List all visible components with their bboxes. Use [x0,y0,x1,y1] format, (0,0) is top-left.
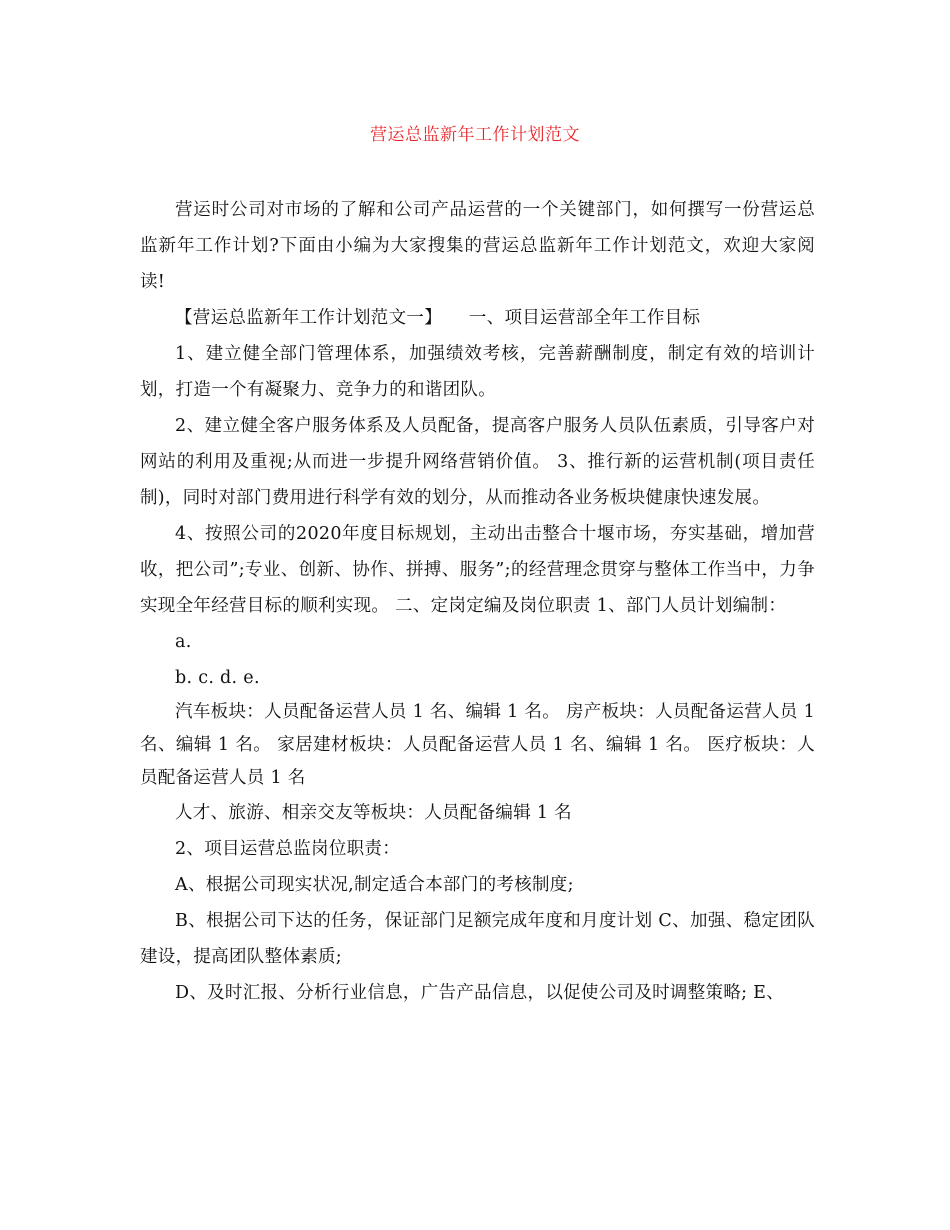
paragraph-duty-a: A、根据公司现实状况,制定适合本部门的考核制度; [175,875,574,895]
paragraph-duties-heading: 2、项目运营总监岗位职责： [175,839,401,859]
paragraph-item-2-3: 2、建立健全客户服务体系及人员配备，提高客户服务人员队伍素质，引导客户对网站的利用及重视;从而进一步提升网络营销价值。 3、推行新的运营机制(项目责任制)，同时对部门费用进行科学有效的划分，从而推动各业务板块健康快速发展。 [140,416,815,508]
paragraph-item-1: 1、建立健全部门管理体系，加强绩效考核，完善薪酬制度，制定有效的培训计划，打造一个有凝聚力、竞争力的和谐团队。 [140,344,815,400]
document-body [140,192,815,1011]
paragraph-section-heading: 【营运总监新年工作计划范文一】 一、项目运营部全年工作目标 [175,308,701,328]
paragraph-list-b-e: b. c. d. e. [175,668,260,688]
paragraph-item-4: 4、按照公司的2020年度目标规划，主动出击整合十堰市场，夯实基础，增加营收，把公司”;专业、创新、协作、拼搏、服务”;的经营理念贯穿与整体工作当中，力争实现全年经营目标的顺利实现。 二、定岗定编及岗位职责 1、部门人员计划编制： [140,524,815,616]
paragraph-staffing-other: 人才、旅游、相亲交友等板块：人员配备编辑 1 名 [175,803,572,823]
paragraph-intro: 营运时公司对市场的了解和公司产品运营的一个关键部门，如何撰写一份营运总监新年工作计划?下面由小编为大家搜集的营运总监新年工作计划范文，欢迎大家阅读! [140,200,815,292]
paragraph-staffing: 汽车板块：人员配备运营人员 1 名、编辑 1 名。 房产板块：人员配备运营人员 1 名、编辑 1 名。 家居建材板块：人员配备运营人员 1 名、编辑 1 名。 医疗板块：人员配备运营人员 1 名 [140,702,815,788]
paragraph-list-a: a. [175,632,192,652]
paragraph-duty-d-e: D、及时汇报、分析行业信息，广告产品信息，以促使公司及时调整策略; E、 [175,983,785,1003]
document-title: 营运总监新年工作计划范文 [370,125,580,145]
paragraph-duty-b-c: B、根据公司下达的任务，保证部门足额完成年度和月度计划 C、加强、稳定团队建设，提高团队整体素质; [140,911,815,967]
